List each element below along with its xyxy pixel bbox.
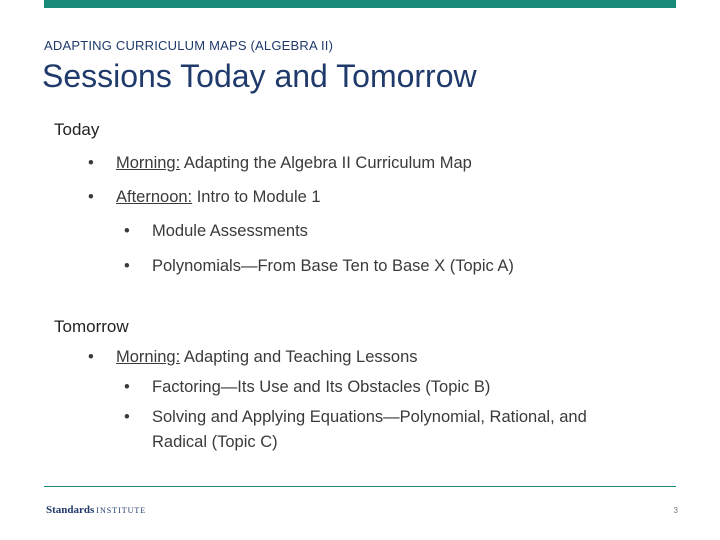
today-afternoon-label: Afternoon: [116, 188, 193, 206]
slide-kicker: ADAPTING CURRICULUM MAPS (ALGEBRA II) [44, 38, 334, 53]
today-morning-text: Adapting the Algebra II Curriculum Map [180, 154, 472, 172]
bullet-icon: • [88, 154, 94, 172]
bullet-icon: • [124, 257, 130, 275]
today-subitem-text: Module Assessments [152, 222, 308, 240]
bullet-icon: • [88, 188, 94, 206]
tomorrow-subitem-text-line2: Radical (Topic C) [152, 433, 278, 451]
bullet-icon: • [124, 222, 130, 240]
bullet-icon: • [124, 378, 130, 396]
tomorrow-morning-label: Morning: [116, 348, 181, 366]
page-number: 3 [673, 506, 678, 515]
tomorrow-morning-text: Adapting and Teaching Lessons [180, 348, 418, 366]
top-accent-bar [44, 0, 676, 8]
tomorrow-subitem-equations-cont [152, 433, 278, 452]
tomorrow-subitem-text: Factoring—Its Use and Its Obstacles (Topic B) [152, 378, 491, 396]
tomorrow-subitem-text-line1: Solving and Applying Equations—Polynomial, Rational, and [152, 408, 587, 426]
logo-word-standards: Standards [46, 504, 95, 516]
tomorrow-heading: Tomorrow [54, 317, 129, 336]
bullet-icon: • [124, 408, 130, 426]
standards-institute-logo [46, 504, 146, 516]
logo-word-institute: INSTITUTE [96, 506, 147, 515]
today-afternoon-text: Intro to Module 1 [192, 188, 321, 206]
today-heading: Today [54, 120, 100, 139]
bullet-icon: • [88, 348, 94, 366]
today-subitem-text: Polynomials—From Base Ten to Base X (Topic A) [152, 257, 514, 275]
footer-divider [44, 486, 676, 487]
today-morning-label: Morning: [116, 154, 181, 172]
slide-title: Sessions Today and Tomorrow [42, 58, 477, 94]
